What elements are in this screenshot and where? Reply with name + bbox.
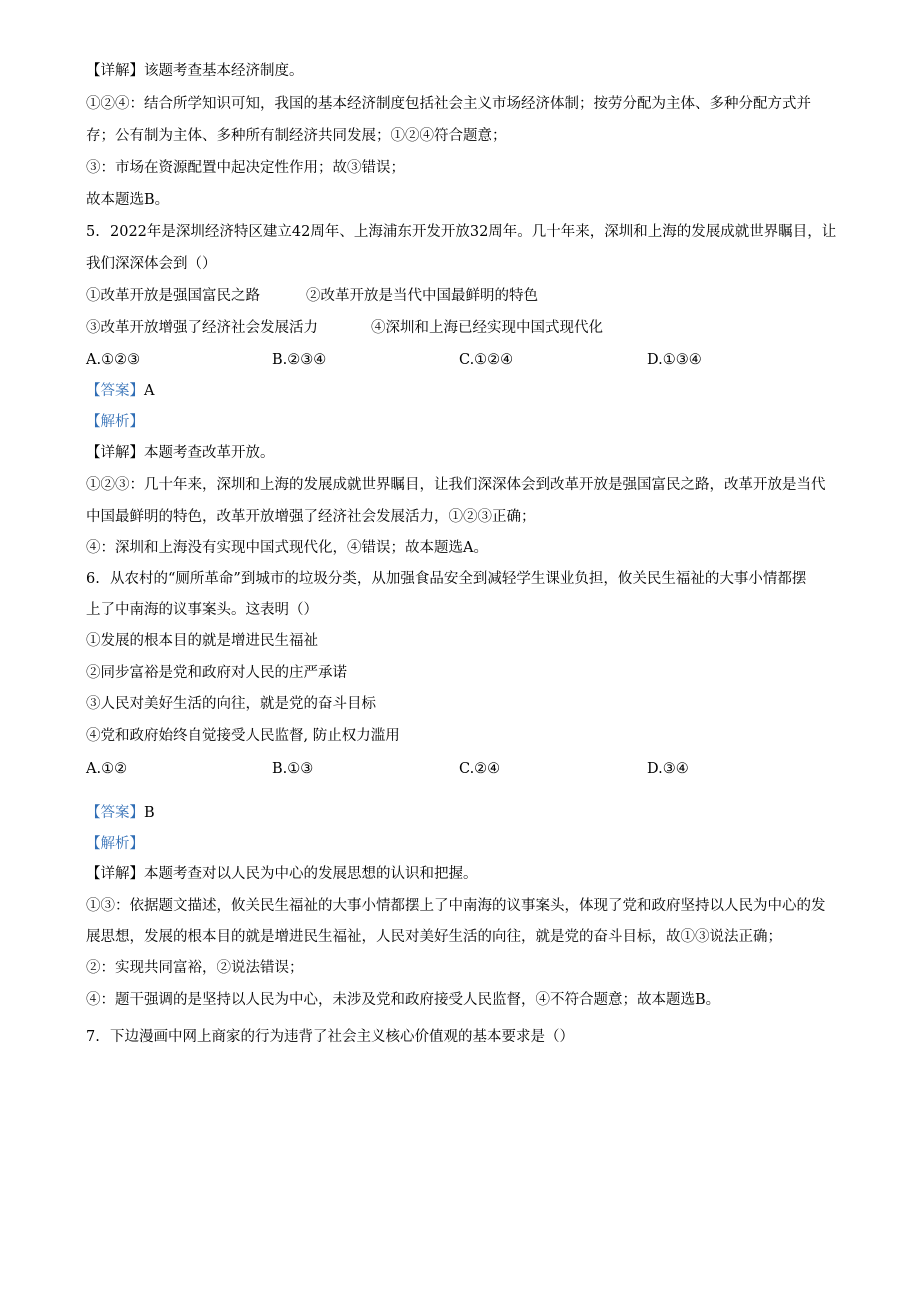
q5-stem-line-2: 我们深深体会到（） bbox=[86, 256, 217, 272]
q6-option-c[interactable]: C.②④ bbox=[459, 761, 501, 777]
q6-option-d[interactable]: D.③④ bbox=[647, 761, 689, 777]
question-number: 7. bbox=[86, 1029, 100, 1045]
q4-conclusion: 故本题选B。 bbox=[86, 192, 170, 208]
q6-analysis-tag: 【解析】 bbox=[86, 836, 144, 852]
q4-analysis-line-1b: 存；公有制为主体、多种所有制经济共同发展；①②④符合题意； bbox=[86, 128, 507, 144]
q5-analysis-tag: 【解析】 bbox=[86, 414, 144, 430]
detail-text: 该题考查基本经济制度。 bbox=[144, 63, 304, 79]
question-stem: 下边漫画中网上商家的行为违背了社会主义核心价值观的基本要求是（） bbox=[110, 1029, 574, 1045]
detail-text: 本题考查改革开放。 bbox=[144, 445, 275, 461]
q6-detail-line bbox=[86, 864, 478, 884]
q6-analysis-line-2: ②：实现共同富裕，②说法错误； bbox=[86, 960, 304, 976]
detail-tag: 【详解】 bbox=[86, 445, 144, 461]
q6-answer-line bbox=[86, 803, 155, 823]
detail-text: 本题考查对以人民为中心的发展思想的认识和把握。 bbox=[144, 866, 478, 882]
detail-tag: 【详解】 bbox=[86, 63, 144, 79]
question-number: 6. bbox=[86, 571, 100, 587]
q5-statement-1: ①改革开放是强国富民之路 bbox=[86, 288, 260, 304]
answer-value: B bbox=[144, 805, 155, 821]
answer-tag: 【答案】 bbox=[86, 805, 144, 821]
q5-analysis-line-2: ④：深圳和上海没有实现中国式现代化，④错误；故本题选A。 bbox=[86, 540, 488, 556]
question-stem: 2022年是深圳经济特区建立42周年、上海浦东开发开放32周年。几十年来，深圳和上海的发展成就世界瞩目，让 bbox=[110, 224, 837, 240]
q6-statement-4: ④党和政府始终自觉接受人民监督, 防止权力滥用 bbox=[86, 728, 400, 744]
q7-stem-line bbox=[86, 1027, 574, 1047]
q5-option-d[interactable]: D.①③④ bbox=[647, 352, 702, 368]
q6-statement-2: ②同步富裕是党和政府对人民的庄严承诺 bbox=[86, 665, 347, 681]
q6-statement-3: ③人民对美好生活的向往，就是党的奋斗目标 bbox=[86, 696, 376, 712]
q6-statement-1: ①发展的根本目的就是增进民生福祉 bbox=[86, 633, 318, 649]
q5-option-b[interactable]: B.②③④ bbox=[272, 352, 327, 368]
q5-detail-line bbox=[86, 443, 275, 463]
q6-analysis-line-1b: 展思想，发展的根本目的就是增进民生福祉，人民对美好生活的向往，就是党的奋斗目标，故①③说法正确； bbox=[86, 929, 782, 945]
q6-analysis-line-3: ④：题干强调的是坚持以人民为中心，未涉及党和政府接受人民监督，④不符合题意；故本题选B。 bbox=[86, 992, 721, 1008]
q6-option-b[interactable]: B.①③ bbox=[272, 761, 314, 777]
answer-tag: 【答案】 bbox=[86, 383, 144, 399]
q5-option-a[interactable]: A.①②③ bbox=[86, 352, 141, 368]
q5-answer-line bbox=[86, 381, 154, 401]
q6-stem-line-2: 上了中南海的议事案头。这表明（） bbox=[86, 602, 318, 618]
q6-analysis-line-1a: ①③：依据题文描述，攸关民生福祉的大事小情都摆上了中南海的议事案头，体现了党和政府坚持以人民为中心的发 bbox=[86, 898, 826, 914]
q5-option-c[interactable]: C.①②④ bbox=[459, 352, 514, 368]
q5-statement-4: ④深圳和上海已经实现中国式现代化 bbox=[371, 320, 603, 336]
q5-statement-2: ②改革开放是当代中国最鲜明的特色 bbox=[306, 288, 538, 304]
q5-statement-3: ③改革开放增强了经济社会发展活力 bbox=[86, 320, 318, 336]
question-number: 5. bbox=[86, 224, 100, 240]
q5-analysis-line-1b: 中国最鲜明的特色，改革开放增强了经济社会发展活力，①②③正确； bbox=[86, 509, 536, 525]
q4-detail-line bbox=[86, 61, 304, 81]
question-stem: 从农村的“厕所革命”到城市的垃圾分类，从加强食品安全到减轻学生课业负担，攸关民生福祉的大事小情都摆 bbox=[110, 571, 807, 587]
q6-option-a[interactable]: A.①② bbox=[86, 761, 128, 777]
q5-analysis-line-1a: ①②③：几十年来，深圳和上海的发展成就世界瞩目，让我们深深体会到改革开放是强国富民之路，改革开放是当代 bbox=[86, 477, 826, 493]
q5-stem-line-1 bbox=[86, 222, 836, 242]
answer-value: A bbox=[144, 383, 155, 399]
detail-tag: 【详解】 bbox=[86, 866, 144, 882]
q4-analysis-line-2: ③：市场在资源配置中起决定性作用；故③错误； bbox=[86, 160, 405, 176]
q4-analysis-line-1a: ①②④：结合所学知识可知，我国的基本经济制度包括社会主义市场经济体制；按劳分配为主体、多种分配方式并 bbox=[86, 96, 811, 112]
q6-stem-line-1 bbox=[86, 569, 806, 589]
